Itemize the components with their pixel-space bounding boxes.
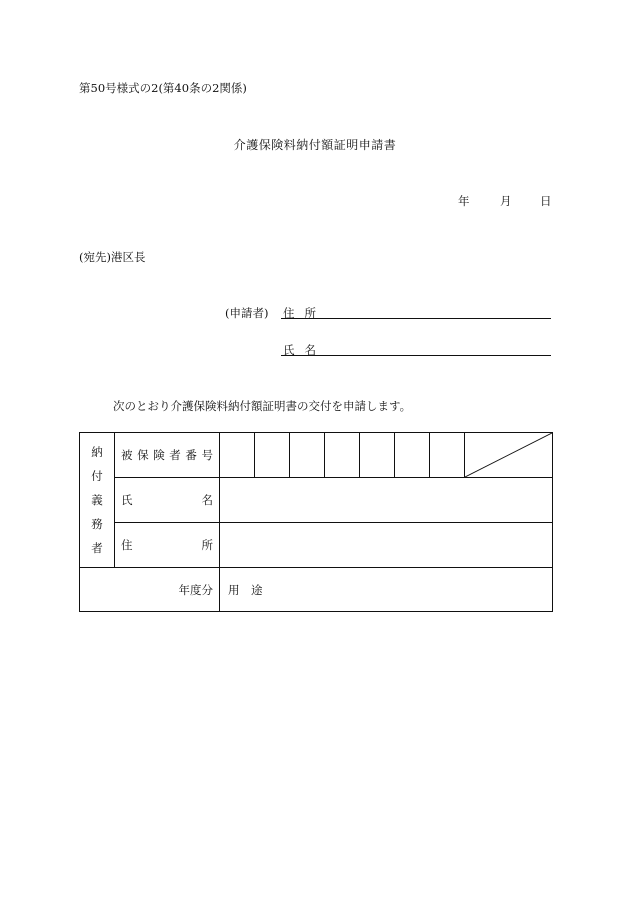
purpose-label: 用 途 bbox=[228, 582, 263, 597]
obligor-section-label: 納 付 義 務 者 bbox=[80, 433, 115, 568]
address-input-cell[interactable] bbox=[220, 523, 553, 568]
address-row-label: 住 所 bbox=[115, 523, 220, 568]
insured-number-label: 被 保 険 者 番 号 bbox=[115, 433, 220, 478]
fiscal-year-cell[interactable] bbox=[80, 568, 220, 612]
form-number: 第50号様式の2(第40条の2関係) bbox=[79, 81, 247, 95]
fiscal-year-label: 年度分 bbox=[178, 582, 213, 597]
date-day-label: 日 bbox=[540, 194, 552, 208]
insured-number-digit-1[interactable] bbox=[220, 433, 255, 478]
insured-number-digit-7[interactable] bbox=[430, 433, 465, 478]
purpose-cell[interactable] bbox=[220, 568, 553, 612]
addressee: (宛先)港区長 bbox=[79, 250, 146, 264]
document-title: 介護保険料納付額証明申請書 bbox=[233, 138, 397, 152]
insured-number-digit-5[interactable] bbox=[360, 433, 395, 478]
insured-number-diagonal-cell bbox=[465, 433, 553, 478]
insured-number-digit-2[interactable] bbox=[255, 433, 290, 478]
applicant-address-field[interactable] bbox=[281, 318, 551, 319]
request-statement: 次のとおり介護保険料納付額証明書の交付を申請します。 bbox=[113, 399, 412, 413]
applicant-name-label: 氏名 bbox=[283, 343, 326, 357]
name-row-label: 氏 名 bbox=[115, 478, 220, 523]
insured-number-digit-4[interactable] bbox=[325, 433, 360, 478]
insured-number-digit-3[interactable] bbox=[290, 433, 325, 478]
applicant-address-label: 住所 bbox=[283, 306, 326, 320]
applicant-label: (申請者) bbox=[225, 306, 269, 320]
name-input-cell[interactable] bbox=[220, 478, 553, 523]
date-year-label: 年 bbox=[458, 194, 470, 208]
applicant-name-field[interactable] bbox=[281, 355, 551, 356]
insured-number-digit-6[interactable] bbox=[395, 433, 430, 478]
date-month-label: 月 bbox=[500, 194, 512, 208]
application-table bbox=[79, 432, 553, 612]
